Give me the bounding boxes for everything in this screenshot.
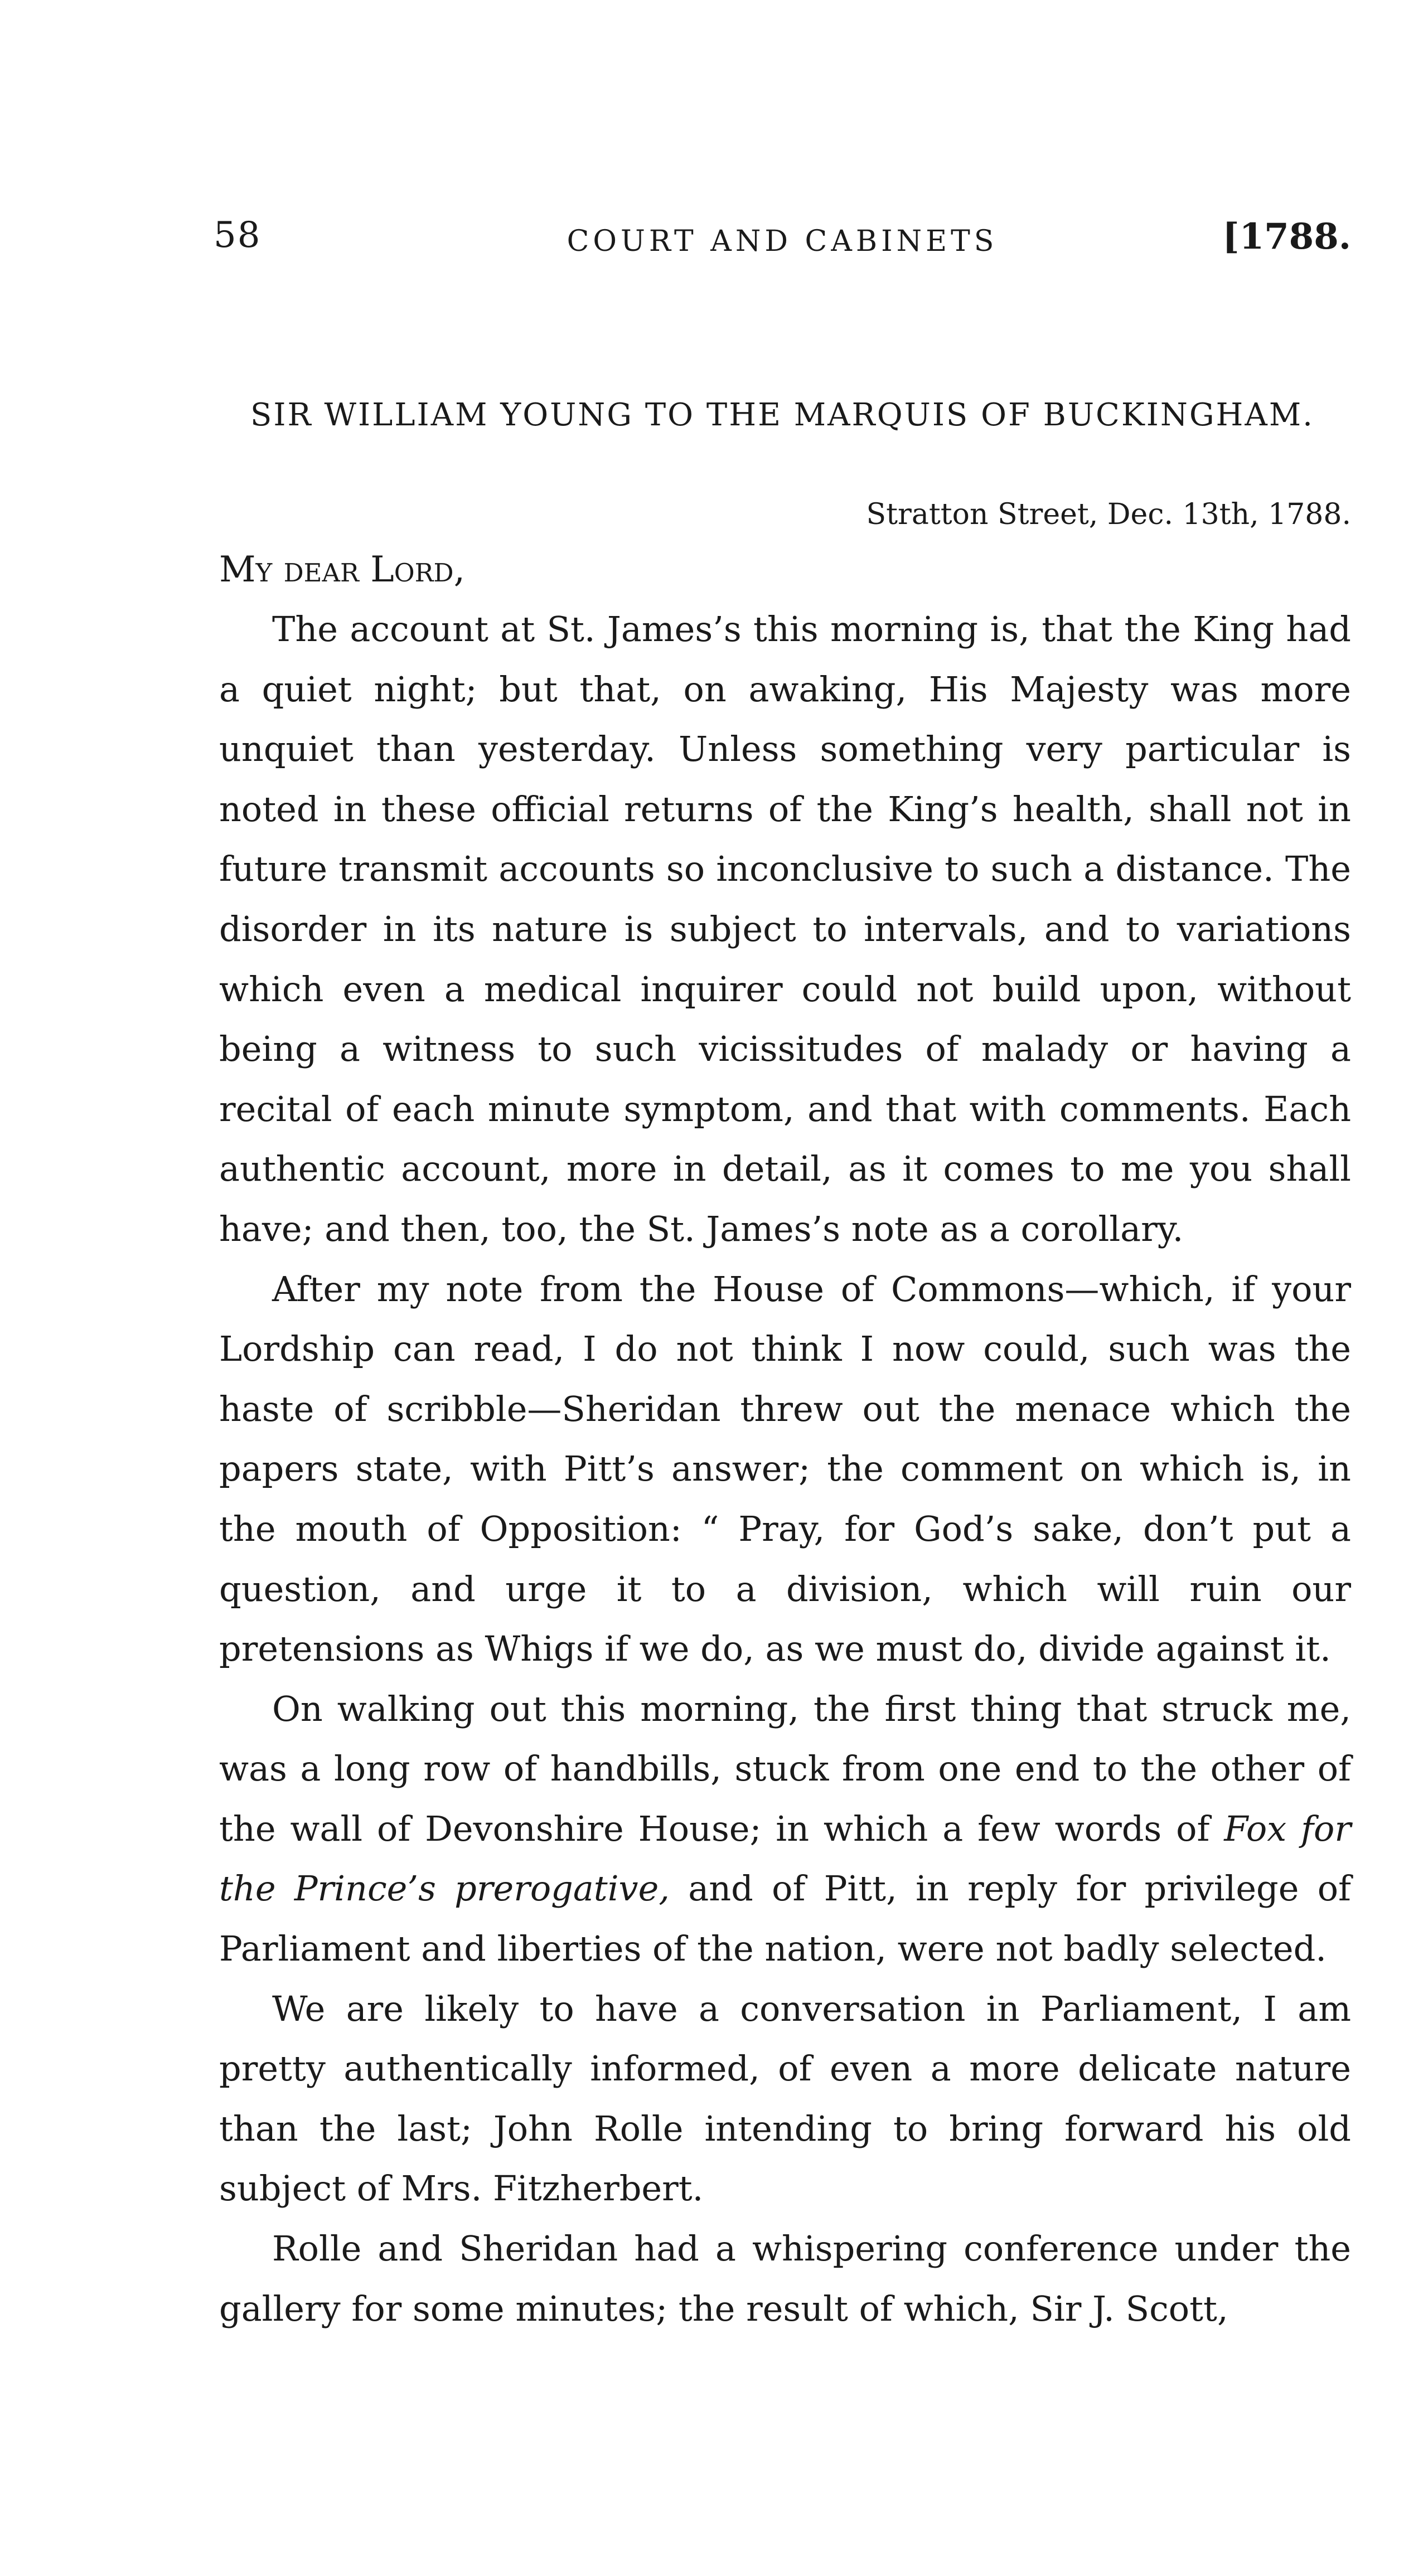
letter-body [219, 599, 1351, 2339]
running-year: [1788. [1222, 216, 1351, 258]
paragraph: We are likely to have a conversation in Parliament, I am pretty authentically informed, of even a more delicate nature than the last; John Rolle intending to bring forward his old subject of Mrs. Fitzherbert. [219, 1988, 1351, 2209]
paragraph [219, 1679, 1351, 1979]
page-number: 58 [214, 215, 262, 256]
letter-heading: SIR WILLIAM YOUNG TO THE MARQUIS OF BUCKINGHAM. [250, 397, 1314, 433]
letter-dateline: Stratton Street, Dec. 13th, 1788. [866, 498, 1351, 531]
italic-phrase: Fox for the Prince’s prerogative, [219, 1808, 1351, 1909]
paragraph-text: and of Pitt, in reply for privilege of Parliament and liberties of the nation, were not badly selected. [219, 1868, 1351, 1969]
paragraph-text: On walking out this morning, the first thing that struck me, was a long row of handbills, stuck from one end to the other of the wall of Devonshire House; in which a few words of [219, 1688, 1351, 1849]
paragraph: The account at St. James’s this morning is, that the King had a quiet night; but that, on awaking, His Majesty was more unquiet than yesterday. Unless something very particular is noted in these official returns of the King’s health, shall not in future transmit accounts so inconclusive to such a distance. The disorder in its nature is subject to intervals, and to variations which even a medical inquirer could not build upon, without being a witness to such vicissitudes of malady or having a recital of each minute symptom, and that with comments. Each authentic account, more in detail, as it comes to me you shall have; and then, too, the St. James’s note as a corollary. [219, 609, 1351, 1249]
running-head [214, 215, 1351, 276]
letter-salutation: My dear Lord, [219, 549, 465, 590]
paragraph: Rolle and Sheridan had a whispering conference under the gallery for some minutes; the result of which, Sir J. Scott, [219, 2228, 1351, 2329]
running-title: COURT AND CABINETS [567, 225, 998, 258]
paragraph: After my note from the House of Commons—which, if your Lordship can read, I do not think I now could, such was the haste of scribble—Sheridan threw out the menace which the papers state, with Pitt’s answer; the comment on which is, in the mouth of Opposition: “ Pray, for God’s sake, don’t put a question, and urge it to a division, which will ruin our pretensions as Whigs if we do, as we must do, divide against it. [219, 1268, 1351, 1670]
